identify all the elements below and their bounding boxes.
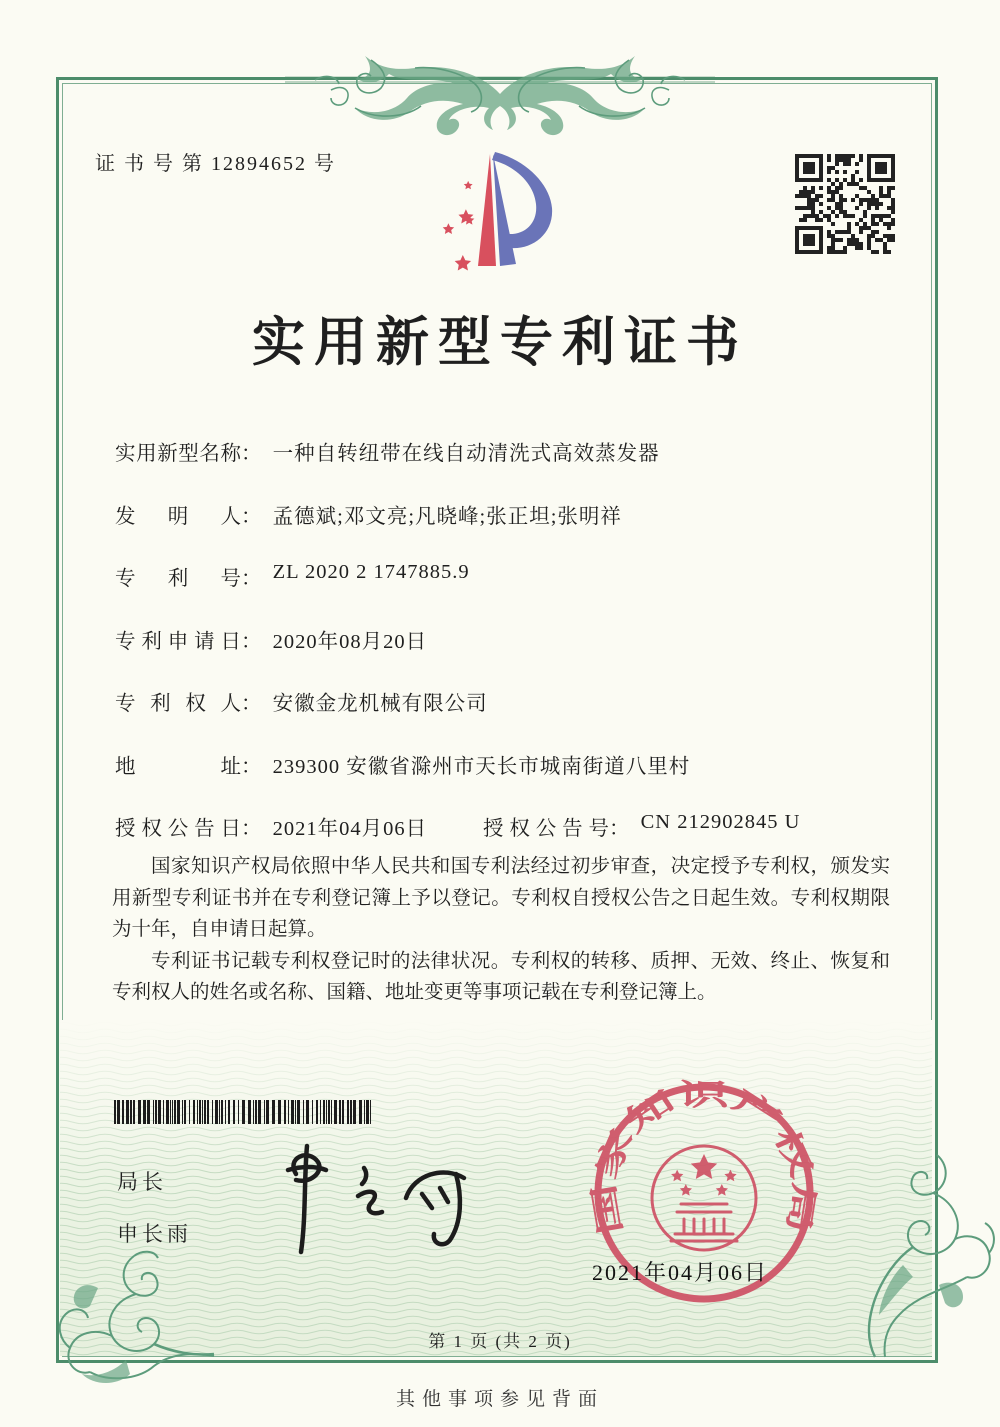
top-scrollwork-ornament-icon [285,54,715,140]
field-label: 地址 [115,755,241,778]
signature-handwriting [258,1138,508,1263]
field-label: 专利号 [115,568,241,590]
field-value: 一种自转纽带在线自动清洗式高效蒸发器 [272,443,660,465]
field-row: 专利权人： 安徽金龙机械有限公司 [115,686,905,749]
field-row: 地址： 239300 安徽省滁州市天长市城南街道八里村 [115,749,905,812]
field-value: ZL 2020 2 1747885.9 [272,561,470,583]
field-value: 孟德斌;邓文亮;凡晓峰;张正坦;张明祥 [272,505,622,528]
barcode [114,1100,376,1124]
field-row: 专利申请日： 2020年08月20日 [115,624,905,687]
director-block [117,1166,192,1248]
field-value: 2020年08月20日 [272,630,428,653]
legal-paragraph: 专利证书记载专利权登记时的法律状况。专利权的转移、质押、无效、终止、恢复和专利权人的姓名或名称、国籍、地址变更等事项记载在专利登记簿上。 [112,950,890,1003]
cnipa-logo-icon [426,140,576,288]
bottom-left-flourish-icon [38,1248,218,1393]
field-row: 发明人： 孟德斌;邓文亮;凡晓峰;张正坦;张明祥 [115,499,905,562]
grant-number-value: CN 212902845 U [640,811,801,833]
certificate-title: 实用新型专利证书 [252,314,748,372]
page-number: 第 1 页 (共 2 页) [428,1332,572,1351]
director-title: 局长 [117,1171,167,1194]
grant-date-label: 授权公告日 [115,818,241,840]
grant-date-value: 2021年04月06日 [272,818,428,840]
back-side-note: 其他事项参见背面 [395,1389,604,1410]
seal-date: 2021年04月06日 [592,1260,769,1285]
legal-paragraph: 国家知识产权局依照中华人民共和国专利法经过初步审查，决定授予专利权，颁发实用新型专利证书并在专利登记簿上予以登记。专利权自授权公告之日起生效。专利权期限为十年，自申请日起算。 [112,856,890,940]
director-name: 申长雨 [117,1223,192,1246]
field-value: 安徽金龙机械有限公司 [272,693,488,715]
field-value: 239300 安徽省滁州市天长市城南街道八里村 [272,755,691,778]
field-label: 专利申请日 [115,630,241,653]
field-label: 专利权人 [115,693,241,715]
field-row: 专利号： ZL 2020 2 1747885.9 [115,561,470,590]
qr-code [795,154,895,254]
grant-row: 授权公告日： 2021年04月06日 授权公告号： CN 212902845 U [115,811,801,840]
field-label: 发明人 [115,505,241,528]
legal-text [112,851,890,1009]
seal-text: 国家知识产权局 [589,1078,821,1237]
field-rows [115,436,905,874]
certificate-number: 证 书 号 第 12894652 号 [95,153,336,175]
field-row: 实用新型名称： 一种自转纽带在线自动清洗式高效蒸发器 [115,436,905,499]
field-label: 实用新型名称 [115,443,241,465]
grant-number-label: 授权公告号 [483,818,609,840]
